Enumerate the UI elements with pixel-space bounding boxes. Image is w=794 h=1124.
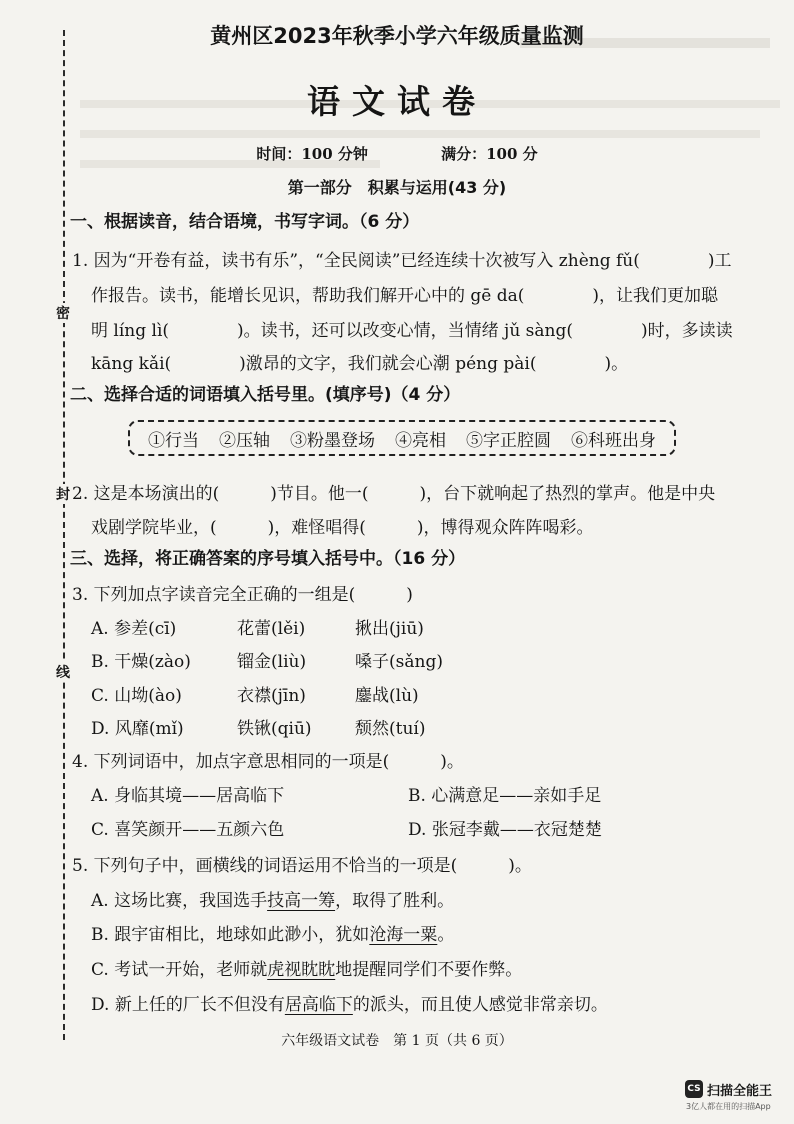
word-option: ②压轴 bbox=[219, 430, 270, 451]
question-5-option-a bbox=[91, 886, 454, 911]
main-title: 语文试卷 bbox=[307, 82, 487, 121]
option-text: B. 跟宇宙相比，地球如此渺小，犹如 bbox=[91, 925, 370, 945]
question-1-line-3: 明 líng lì( )。读书，还可以改变心情，当情绪 jǔ sàng( )时，多读读 bbox=[91, 321, 733, 341]
option-text: 地提醒同学们不要作弊。 bbox=[335, 960, 523, 980]
question-3-option-d-2: 铁锹(qiū) bbox=[237, 719, 312, 739]
question-3-option-a-3: 揪出(jiū) bbox=[355, 619, 424, 639]
underlined-phrase: 沧海一粟 bbox=[369, 925, 438, 945]
bleed-through-band bbox=[80, 130, 760, 138]
underlined-phrase: 技高一筹 bbox=[267, 891, 336, 911]
question-5-stem: 5. 下列句子中，画横线的词语运用不恰当的一项是( )。 bbox=[72, 856, 532, 876]
question-3-stem: 3. 下列加点字读音完全正确的一组是( ) bbox=[72, 585, 413, 605]
question-5-option-c bbox=[91, 955, 522, 980]
binding-mark-feng: 封 bbox=[54, 484, 72, 504]
question-3-option-d-1: D. 风靡(mǐ) bbox=[91, 719, 184, 739]
binding-mark-xian: 线 bbox=[54, 662, 72, 682]
question-3-option-a-1: A. 参差(cī) bbox=[91, 619, 177, 639]
exam-title: 黄州区2023年秋季小学六年级质量监测 bbox=[210, 24, 584, 48]
word-option: ⑥科班出身 bbox=[571, 430, 656, 451]
option-text: C. 考试一开始，老师就 bbox=[91, 960, 268, 980]
option-text: ，取得了胜利。 bbox=[335, 891, 455, 911]
word-option: ①行当 bbox=[148, 430, 199, 451]
question-4-stem: 4. 下列词语中，加点字意思相同的一项是( )。 bbox=[72, 752, 464, 772]
exam-meta bbox=[0, 143, 794, 164]
question-3-option-c-3: 鏖战(lù) bbox=[355, 686, 419, 706]
page-footer: 六年级语文试卷 第 1 页（共 6 页） bbox=[281, 1033, 513, 1049]
question-3-option-c-1: C. 山坳(ào) bbox=[91, 686, 182, 706]
section-1-title: 一、根据读音，结合语境，书写字词。（6 分） bbox=[70, 212, 420, 232]
question-4-option-a: A. 身临其境——居高临下 bbox=[91, 786, 285, 806]
question-5-option-b bbox=[91, 920, 454, 945]
word-option: ⑤字正腔圆 bbox=[466, 430, 551, 451]
scanner-tagline: 3亿人都在用的扫描App bbox=[686, 1102, 771, 1111]
underlined-phrase: 虎视眈眈 bbox=[267, 960, 336, 980]
question-4-option-b: B. 心满意足——亲如手足 bbox=[408, 786, 602, 806]
question-3-option-b-1: B. 干燥(zào) bbox=[91, 652, 191, 672]
scanner-logo-icon: CS bbox=[685, 1080, 703, 1098]
option-text: 。 bbox=[437, 925, 455, 945]
word-option: ④亮相 bbox=[395, 430, 446, 451]
question-3-option-b-3: 嗓子(sǎng) bbox=[355, 652, 443, 672]
score-label: 满分：100 分 bbox=[441, 145, 538, 163]
option-text: 的派头，而且使人感觉非常亲切。 bbox=[352, 995, 608, 1015]
time-label: 时间：100 分钟 bbox=[256, 145, 368, 163]
question-3-option-d-3: 颓然(tuí) bbox=[355, 719, 426, 739]
question-3-option-a-2: 花蕾(lěi) bbox=[237, 619, 306, 639]
section-2-title: 二、选择合适的词语填入括号里。(填序号)（4 分） bbox=[70, 385, 461, 405]
question-2-line-1: 2. 这是本场演出的( )节目。他一( )，台下就响起了热烈的掌声。他是中央 bbox=[72, 484, 716, 504]
question-5-option-d bbox=[91, 990, 608, 1015]
question-3-option-c-2: 衣襟(jīn) bbox=[237, 686, 306, 706]
underlined-phrase: 居高临下 bbox=[284, 995, 353, 1015]
question-1-line-4: kāng kǎi( )激昂的文字，我们就会心潮 péng pài( )。 bbox=[91, 354, 629, 374]
binding-mark-mi: 密 bbox=[54, 303, 72, 323]
word-option: ③粉墨登场 bbox=[290, 430, 375, 451]
option-text: A. 这场比赛，我国选手 bbox=[91, 891, 268, 911]
question-2-line-2: 戏剧学院毕业，( )，难怪唱得( )，博得观众阵阵喝彩。 bbox=[91, 518, 594, 538]
part-title: 第一部分 积累与运用(43 分) bbox=[287, 178, 507, 197]
question-1-line-2: 作报告。读书，能增长见识，帮助我们解开心中的 gē dа( )，让我们更加聪 bbox=[91, 286, 719, 306]
question-4-option-c: C. 喜笑颜开——五颜六色 bbox=[91, 820, 285, 840]
scanner-app-name: 扫描全能王 bbox=[707, 1084, 773, 1099]
question-4-option-d: D. 张冠李戴——衣冠楚楚 bbox=[408, 820, 602, 840]
option-text: D. 新上任的厂长不但没有 bbox=[91, 995, 285, 1015]
question-3-option-b-2: 镏金(liù) bbox=[237, 652, 307, 672]
section-3-title: 三、选择，将正确答案的序号填入括号中。（16 分） bbox=[70, 549, 466, 569]
word-bank-box bbox=[128, 420, 676, 456]
question-1-line-1: 1. 因为“开卷有益，读书有乐”，“全民阅读”已经连续十次被写入 zhèng fǔ( )工 bbox=[72, 251, 732, 271]
